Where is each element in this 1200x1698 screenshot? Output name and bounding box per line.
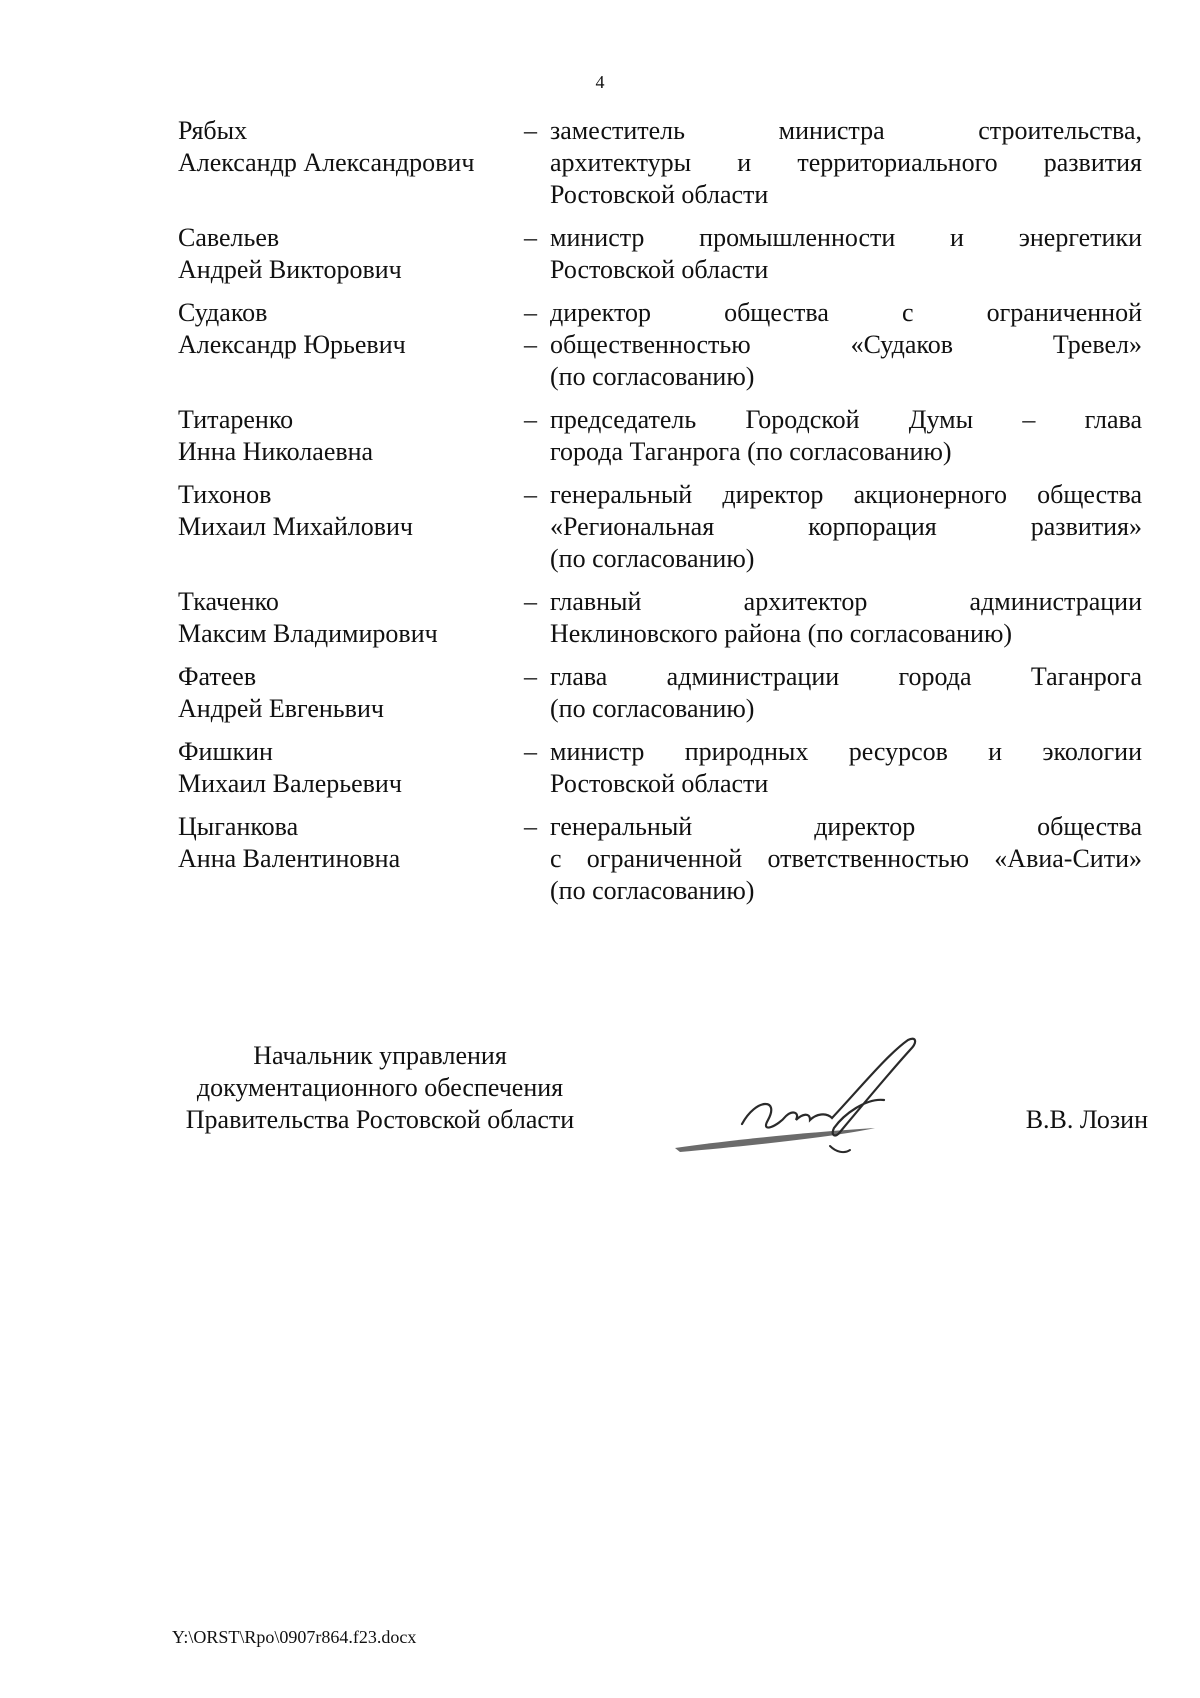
member-name (178, 404, 524, 468)
position-line: Неклиновского района (по согласованию) (550, 619, 1013, 648)
member-row (178, 661, 1148, 725)
page-number: 4 (595, 72, 605, 92)
position-line: министр природных ресурсов и экологии (550, 737, 1142, 766)
position-line: директор общества с ограниченной (550, 298, 1142, 327)
dash-separator: – (524, 405, 537, 434)
signature-block (0, 1040, 1200, 1180)
member-given-names: Александр Александрович (178, 148, 475, 177)
member-row (178, 222, 1148, 286)
member-row (178, 297, 1148, 393)
member-row (178, 479, 1148, 575)
position-line: (по согласованию) (550, 544, 755, 573)
member-name (178, 115, 524, 211)
signer-title (150, 1040, 610, 1136)
dash-separator: – (524, 223, 537, 252)
position-line: Ростовской области (550, 769, 769, 798)
member-row (178, 736, 1148, 800)
member-given-names: Александр Юрьевич (178, 330, 406, 359)
member-position (550, 811, 1142, 907)
signer-title-line: Правительства Ростовской области (185, 1105, 575, 1134)
dash-separator: – (524, 737, 537, 766)
member-given-names: Михаил Михайлович (178, 512, 414, 541)
member-position (550, 736, 1142, 800)
member-name (178, 661, 524, 725)
member-name (178, 811, 524, 907)
position-line: (по согласованию) (550, 362, 755, 391)
position-line: с ограниченной ответственностью «Авиа-Сити» (550, 844, 1142, 873)
member-surname: Рябых (178, 116, 248, 145)
member-row (178, 404, 1148, 468)
position-line: «Региональная корпорация развития» (550, 512, 1142, 541)
member-name (178, 736, 524, 800)
member-position (550, 586, 1142, 650)
position-line: заместитель министра строительства, (550, 116, 1142, 145)
member-position (550, 115, 1142, 211)
dash-separator: – – (524, 298, 537, 359)
file-path-footer: Y:\ORST\Rpo\0907r864.f23.docx (172, 1627, 417, 1647)
member-position (550, 222, 1142, 286)
member-surname: Цыганкова (178, 812, 299, 841)
member-surname: Титаренко (178, 405, 294, 434)
position-line: (по согласованию) (550, 876, 755, 905)
member-given-names: Михаил Валерьевич (178, 769, 402, 798)
member-given-names: Андрей Викторович (178, 255, 402, 284)
member-surname: Ткаченко (178, 587, 279, 616)
member-name (178, 586, 524, 650)
dash-separator: – (524, 587, 537, 616)
signer-name: В.В. Лозин (1025, 1105, 1148, 1134)
member-position (550, 661, 1142, 725)
member-position (550, 404, 1142, 468)
position-line: глава администрации города Таганрога (550, 662, 1142, 691)
member-position (550, 297, 1142, 393)
dash-separator: – (524, 480, 537, 509)
member-row (178, 811, 1148, 907)
members-list (178, 115, 1148, 918)
member-name (178, 297, 524, 393)
position-line: (по согласованию) (550, 694, 755, 723)
position-line: Ростовской области (550, 180, 769, 209)
position-line: председатель Городской Думы – глава (550, 405, 1142, 434)
signer-title-line: документационного обеспечения (196, 1073, 564, 1102)
position-line: архитектуры и территориального развития (550, 148, 1142, 177)
member-given-names: Инна Николаевна (178, 437, 374, 466)
handwritten-signature (660, 1028, 950, 1178)
position-line: города Таганрога (по согласованию) (550, 437, 952, 466)
position-line: общественностью «Судаков Тревел» (550, 330, 1142, 359)
member-surname: Савельев (178, 223, 280, 252)
dash-separator: – (524, 662, 537, 691)
signer-title-line: Начальник управления (253, 1041, 507, 1070)
member-given-names: Анна Валентиновна (178, 844, 401, 873)
position-line: генеральный директор общества (550, 812, 1142, 841)
dash-separator: – (524, 812, 537, 841)
member-row (178, 586, 1148, 650)
position-line: Ростовской области (550, 255, 769, 284)
member-surname: Фишкин (178, 737, 273, 766)
member-surname: Судаков (178, 298, 268, 327)
member-name (178, 222, 524, 286)
member-row (178, 115, 1148, 211)
member-given-names: Андрей Евгеньвич (178, 694, 384, 723)
position-line: министр промышленности и энергетики (550, 223, 1142, 252)
member-position (550, 479, 1142, 575)
position-line: главный архитектор администрации (550, 587, 1142, 616)
position-line: генеральный директор акционерного общества (550, 480, 1142, 509)
dash-separator: – (524, 116, 537, 145)
member-surname: Фатеев (178, 662, 257, 691)
member-name (178, 479, 524, 575)
member-given-names: Максим Владимирович (178, 619, 438, 648)
member-surname: Тихонов (178, 480, 272, 509)
